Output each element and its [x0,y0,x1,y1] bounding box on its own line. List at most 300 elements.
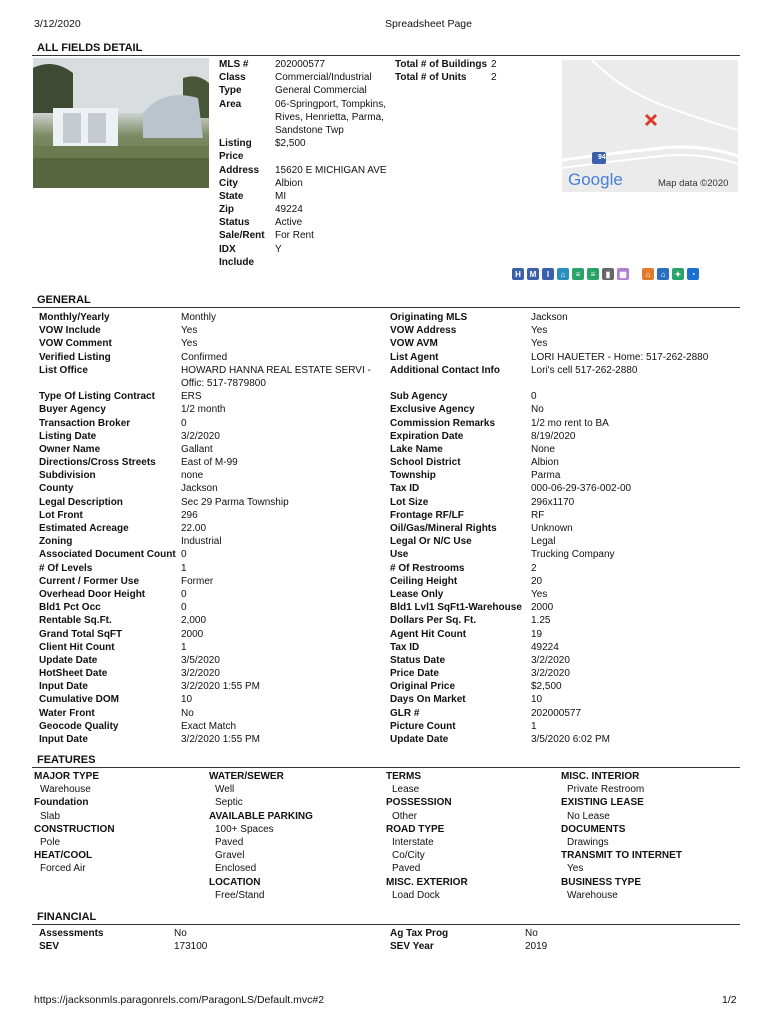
field-row [39,614,371,627]
field-row [390,940,547,953]
field-row [219,256,387,269]
field-value: MI [275,190,287,202]
field-value: 49224 [275,204,303,216]
feature-heading: LOCATION [209,876,261,888]
field-label: Commission Remarks [390,417,496,429]
field-row [39,443,371,456]
field-label: List Agent [390,351,439,363]
field-label: List Office [39,364,88,376]
page-title: Spreadsheet Page [385,18,472,30]
footer-url: https://jacksonmls.paragonrels.com/ParagonLS/Default.mvc#2 [34,994,325,1006]
field-row [390,707,708,720]
field-value: 06-Springport, Tompkins, [275,98,386,110]
section-divider [32,924,740,925]
field-row [219,71,387,84]
feature-value: Slab [40,810,61,822]
field-row [390,927,547,940]
field-label: # Of Restrooms [390,562,465,574]
field-label: SEV Year [390,941,434,953]
field-label: Total # of Buildings [395,59,488,70]
field-row [39,496,371,509]
feature-value: Forced Air [40,863,86,875]
walk-icon[interactable]: ✦ [672,268,684,280]
field-label: State [219,190,244,202]
field-label: Sub Agency [390,391,448,403]
h-icon[interactable]: H [512,268,524,280]
field-label: Exclusive Agency [390,404,475,416]
field-row [39,522,371,535]
field-row [219,190,387,203]
field-row [390,628,708,641]
field-value: Rives, Henrietta, Parma, [275,111,384,123]
field-value: Lori's cell 517-262-2880 [531,364,638,376]
field-label: Type Of Listing Contract [39,391,155,403]
field-label: Lake Name [390,443,443,455]
field-row [219,150,387,163]
field-label: County [39,483,74,495]
feature-heading: BUSINESS TYPE [561,876,642,888]
field-label: Sale/Rent [219,230,265,242]
field-label: Legal Or N/C Use [390,536,472,548]
field-row [39,364,371,377]
field-value: 2000 [531,602,554,614]
field-value: 0 [181,417,187,429]
cma-icon[interactable]: ≡ [572,268,584,280]
field-label: # Of Levels [39,562,93,574]
field-row [219,203,387,216]
field-row [39,693,371,706]
field-value: 1 [531,720,537,732]
field-label: Overhead Door Height [39,588,146,600]
field-row [39,403,371,416]
field-row [39,311,371,324]
field-label [219,124,275,137]
field-value: Sandstone Twp [275,124,344,136]
field-row [395,71,497,84]
feature-value: Pole [40,837,61,849]
field-label: Dollars Per Sq. Ft. [390,615,477,627]
field-row [390,456,708,469]
field-value: Jackson [531,312,568,323]
field-value: Yes [531,338,548,350]
field-label: Lot Front [39,509,83,521]
field-row [39,482,371,495]
field-label: Zip [219,204,234,216]
field-row [39,456,371,469]
field-value: 202000577 [275,59,326,70]
field-label: Monthly/Yearly [39,312,110,323]
field-label: Township [390,470,436,482]
field-label: Legal Description [39,496,123,508]
field-value: 49224 [531,641,559,653]
feature-value: Well [215,784,235,796]
field-label: IDX [219,243,236,255]
field-value: $2,500 [275,138,306,150]
field-row [390,720,708,733]
feature-column [209,770,313,902]
field-value: 3/2/2020 [531,668,570,680]
feature-heading: TRANSMIT TO INTERNET [561,850,682,862]
field-value: 20 [531,575,543,587]
feature-heading: DOCUMENTS [561,823,626,835]
field-label: Bld1 Pct Occ [39,602,101,614]
field-row [390,562,708,575]
field-label [219,111,275,124]
field-row [39,654,371,667]
field-label: Price [219,151,244,163]
field-value: 1/2 mo rent to BA [531,417,609,429]
field-value: 3/2/2020 1:55 PM [181,681,260,693]
field-row [219,111,387,124]
field-label: Zoning [39,536,73,548]
field-label: Frontage RF/LF [390,509,464,521]
field-label: Address [219,164,260,176]
feature-value: Paved [215,837,244,849]
section-title-general: GENERAL [37,294,91,306]
field-row [39,641,371,654]
field-label: Days On Market [390,694,466,706]
field-row [39,509,371,522]
field-value: 296x1170 [531,496,575,508]
field-label: Ag Tax Prog [390,928,449,939]
field-row [390,588,708,601]
field-row [219,229,387,242]
field-row [390,654,708,667]
m-icon[interactable]: M [527,268,539,280]
feature-heading: CONSTRUCTION [34,823,115,835]
field-value: Yes [181,325,198,337]
feature-heading: MISC. EXTERIOR [386,876,468,888]
field-value: Albion [531,457,559,469]
field-row [39,548,371,561]
field-label: Class [219,72,246,84]
feature-value: Enclosed [215,863,257,875]
field-value: 0 [181,588,187,600]
field-value: Jackson [181,483,218,495]
field-label: Ceiling Height [390,575,458,587]
field-value: 22.00 [181,523,207,534]
feature-heading: TERMS [386,771,421,782]
location-map[interactable] [562,60,738,192]
field-row [39,469,371,482]
field-value: 15620 E MICHIGAN AVE [275,164,387,176]
field-value: 3/5/2020 [181,654,220,666]
field-value: Parma [531,470,561,482]
field-value: Commercial/Industrial [275,72,372,84]
field-row [390,575,708,588]
field-value: No [181,707,194,719]
field-value: 1/2 month [181,404,226,416]
field-label: Status Date [390,654,446,666]
field-value: Legal [531,536,556,548]
field-row [39,733,371,746]
field-value: 3/5/2020 6:02 PM [531,734,610,745]
field-value: 2 [491,72,497,84]
field-row [390,351,708,364]
field-label: Use [390,549,409,561]
field-row [39,927,207,940]
section-title-financial: FINANCIAL [37,911,97,923]
cma2-icon[interactable]: ≡ [587,268,599,280]
field-label: Original Price [390,681,456,693]
field-label: HotSheet Date [39,668,108,680]
field-value: 1 [181,562,187,574]
field-label: Total # of Units [395,72,467,84]
field-value: General Commercial [275,85,367,97]
feature-value: Septic [215,797,243,809]
field-value: Trucking Company [531,549,615,561]
field-row [390,680,708,693]
feature-heading: ROAD TYPE [386,823,445,835]
field-label: Agent Hit Count [390,628,467,640]
field-value: 296 [181,509,198,521]
listing-details [219,58,387,269]
feature-value: Private Restroom [567,784,645,796]
field-label: Assessments [39,928,104,939]
field-value: No [174,928,187,939]
field-label: Subdivision [39,470,96,482]
field-row [39,680,371,693]
field-label: SEV [39,941,60,953]
page-number: 1/2 [722,994,737,1006]
section-divider [32,767,740,768]
field-label: Buyer Agency [39,404,106,416]
home-photo-icon[interactable]: ⌂ [557,268,569,280]
field-row [39,324,371,337]
field-label [390,377,531,390]
field-row [390,337,708,350]
field-row [390,417,708,430]
field-value: 2,000 [181,615,207,627]
section-title-all-fields: ALL FIELDS DETAIL [37,42,143,54]
field-label: MLS # [219,59,249,70]
field-row [219,164,387,177]
general-left-column [39,311,371,746]
field-value: RF [531,509,545,521]
field-row [390,430,708,443]
field-row [390,693,708,706]
field-value: Albion [275,177,303,189]
action-icons [512,268,699,280]
field-value: None [531,443,555,455]
field-label: Expiration Date [390,430,464,442]
field-value: $2,500 [531,681,562,693]
field-value: ERS [181,391,202,403]
field-label: Cumulative DOM [39,694,120,706]
feature-column [34,770,115,876]
field-value: No [525,928,538,939]
field-label: Tax ID [390,483,420,495]
field-row [390,522,708,535]
field-label: Price Date [390,668,439,680]
field-row [219,137,387,150]
field-row [39,667,371,680]
i-icon[interactable]: I [542,268,554,280]
field-row [219,84,387,97]
field-value: Confirmed [181,351,228,363]
field-row [390,667,708,680]
field-row [390,548,708,561]
field-value: 0 [531,391,537,403]
field-value: 000-06-29-376-002-00 [531,483,632,495]
field-row [390,509,708,522]
field-label: Owner Name [39,443,101,455]
field-value: Active [275,217,303,229]
field-label: Verified Listing [39,351,111,363]
feature-heading: Foundation [34,797,89,809]
field-label: Lot Size [390,496,429,508]
field-row [219,177,387,190]
field-row [390,390,708,403]
field-row [39,377,371,390]
feature-value: Paved [392,863,421,875]
feature-heading: MAJOR TYPE [34,771,100,782]
field-value: 19 [531,628,543,640]
field-row [39,351,371,364]
feature-value: Other [392,810,418,822]
field-value: 2019 [525,941,548,953]
field-row [39,535,371,548]
print-date: 3/12/2020 [34,18,81,30]
field-value: Yes [181,338,198,350]
field-row [390,601,708,614]
feature-value: Load Dock [392,889,440,901]
feature-heading: HEAT/COOL [34,850,93,862]
feature-value: Drawings [567,837,609,849]
field-value: 3/2/2020 [531,654,570,666]
field-value: LORI HAUETER - Home: 517-262-2880 [531,351,709,363]
compass-icon[interactable]: ◔ [687,268,699,280]
general-right-column [390,311,708,746]
feature-value: Gravel [215,850,245,862]
feature-value: Co/City [392,850,425,862]
field-value: 0 [181,549,187,561]
field-value: Yes [531,325,548,337]
field-row [390,377,708,390]
field-label: Type [219,85,242,97]
field-value: Y [275,243,282,255]
map-attribution: Map data ©2020 [658,178,729,189]
field-label: Picture Count [390,720,456,732]
house-orange-icon[interactable]: ⌂ [642,268,654,280]
field-value: 8/19/2020 [531,430,576,442]
field-row [39,417,371,430]
field-row [39,628,371,641]
field-label: Tax ID [390,641,420,653]
feature-value: Yes [567,863,584,875]
field-label: Bld1 Lvl1 SqFt1-Warehouse [390,602,522,614]
field-row [390,364,708,377]
warehouse-image [33,58,209,188]
field-row [390,641,708,654]
field-label: Geocode Quality [39,720,119,732]
field-value: 2 [531,562,537,574]
field-value: 3/2/2020 [181,668,220,680]
field-row [390,443,708,456]
feature-value: Warehouse [567,889,618,901]
field-value: 2 [491,59,497,70]
route-shield: 94 [598,154,606,161]
field-row [390,324,708,337]
feature-value: No Lease [567,810,610,822]
field-label [39,377,181,390]
feature-heading: AVAILABLE PARKING [209,810,313,822]
field-label: VOW Include [39,325,101,337]
field-label: Listing [219,138,252,150]
field-label: Grand Total SqFT [39,628,123,640]
field-row [39,390,371,403]
field-label: Update Date [390,734,449,745]
totals-details [395,58,497,84]
section-divider [32,55,740,56]
field-row [219,124,387,137]
field-label: Current / Former Use [39,575,140,587]
field-label: Lease Only [390,588,444,600]
feature-value: 100+ Spaces [215,823,274,835]
field-value: Unknown [531,523,573,534]
field-value: 3/2/2020 1:55 PM [181,734,260,745]
feature-value: Lease [392,784,420,796]
field-row [390,311,708,324]
financial-right-column [390,927,547,953]
field-value: HOWARD HANNA REAL ESTATE SERVI - [181,364,371,376]
feature-heading: POSSESSION [386,797,452,809]
feature-value: Interstate [392,837,434,849]
field-value: No [531,404,544,416]
field-value: Yes [531,588,548,600]
field-value: 1.25 [531,615,551,627]
field-label: Update Date [39,654,98,666]
field-label: VOW AVM [390,338,438,350]
field-value: Former [181,575,214,587]
field-label: Transaction Broker [39,417,131,429]
field-value: East of M-99 [181,457,238,469]
field-label: Water Front [39,707,95,719]
field-value: 0 [181,602,187,614]
feature-heading: WATER/SEWER [209,771,284,782]
field-label: VOW Address [390,325,457,337]
field-row [39,430,371,443]
chart-icon[interactable]: ▮ [602,268,614,280]
field-label: Status [219,217,250,229]
field-row [39,720,371,733]
field-value: Industrial [181,536,222,548]
field-row [390,733,708,746]
field-value: Sec 29 Parma Township [181,496,289,508]
property-photo[interactable] [33,58,209,188]
house-blue-icon[interactable]: ⌂ [657,268,669,280]
field-row [39,601,371,614]
field-label: GLR # [390,707,420,719]
field-row [395,58,497,71]
field-label: Rentable Sq.Ft. [39,615,112,627]
gallery-icon[interactable]: ▦ [617,268,629,280]
field-row [390,403,708,416]
field-value: 10 [531,694,543,706]
section-title-features: FEATURES [37,754,96,766]
field-row [39,707,371,720]
field-row [219,98,387,111]
field-value: 202000577 [531,707,582,719]
field-label: Client Hit Count [39,641,115,653]
field-value: Monthly [181,312,217,323]
field-row [219,243,387,256]
field-value: 2000 [181,628,204,640]
field-label: Input Date [39,681,88,693]
field-row [219,216,387,229]
feature-column [386,770,468,902]
field-row [39,575,371,588]
